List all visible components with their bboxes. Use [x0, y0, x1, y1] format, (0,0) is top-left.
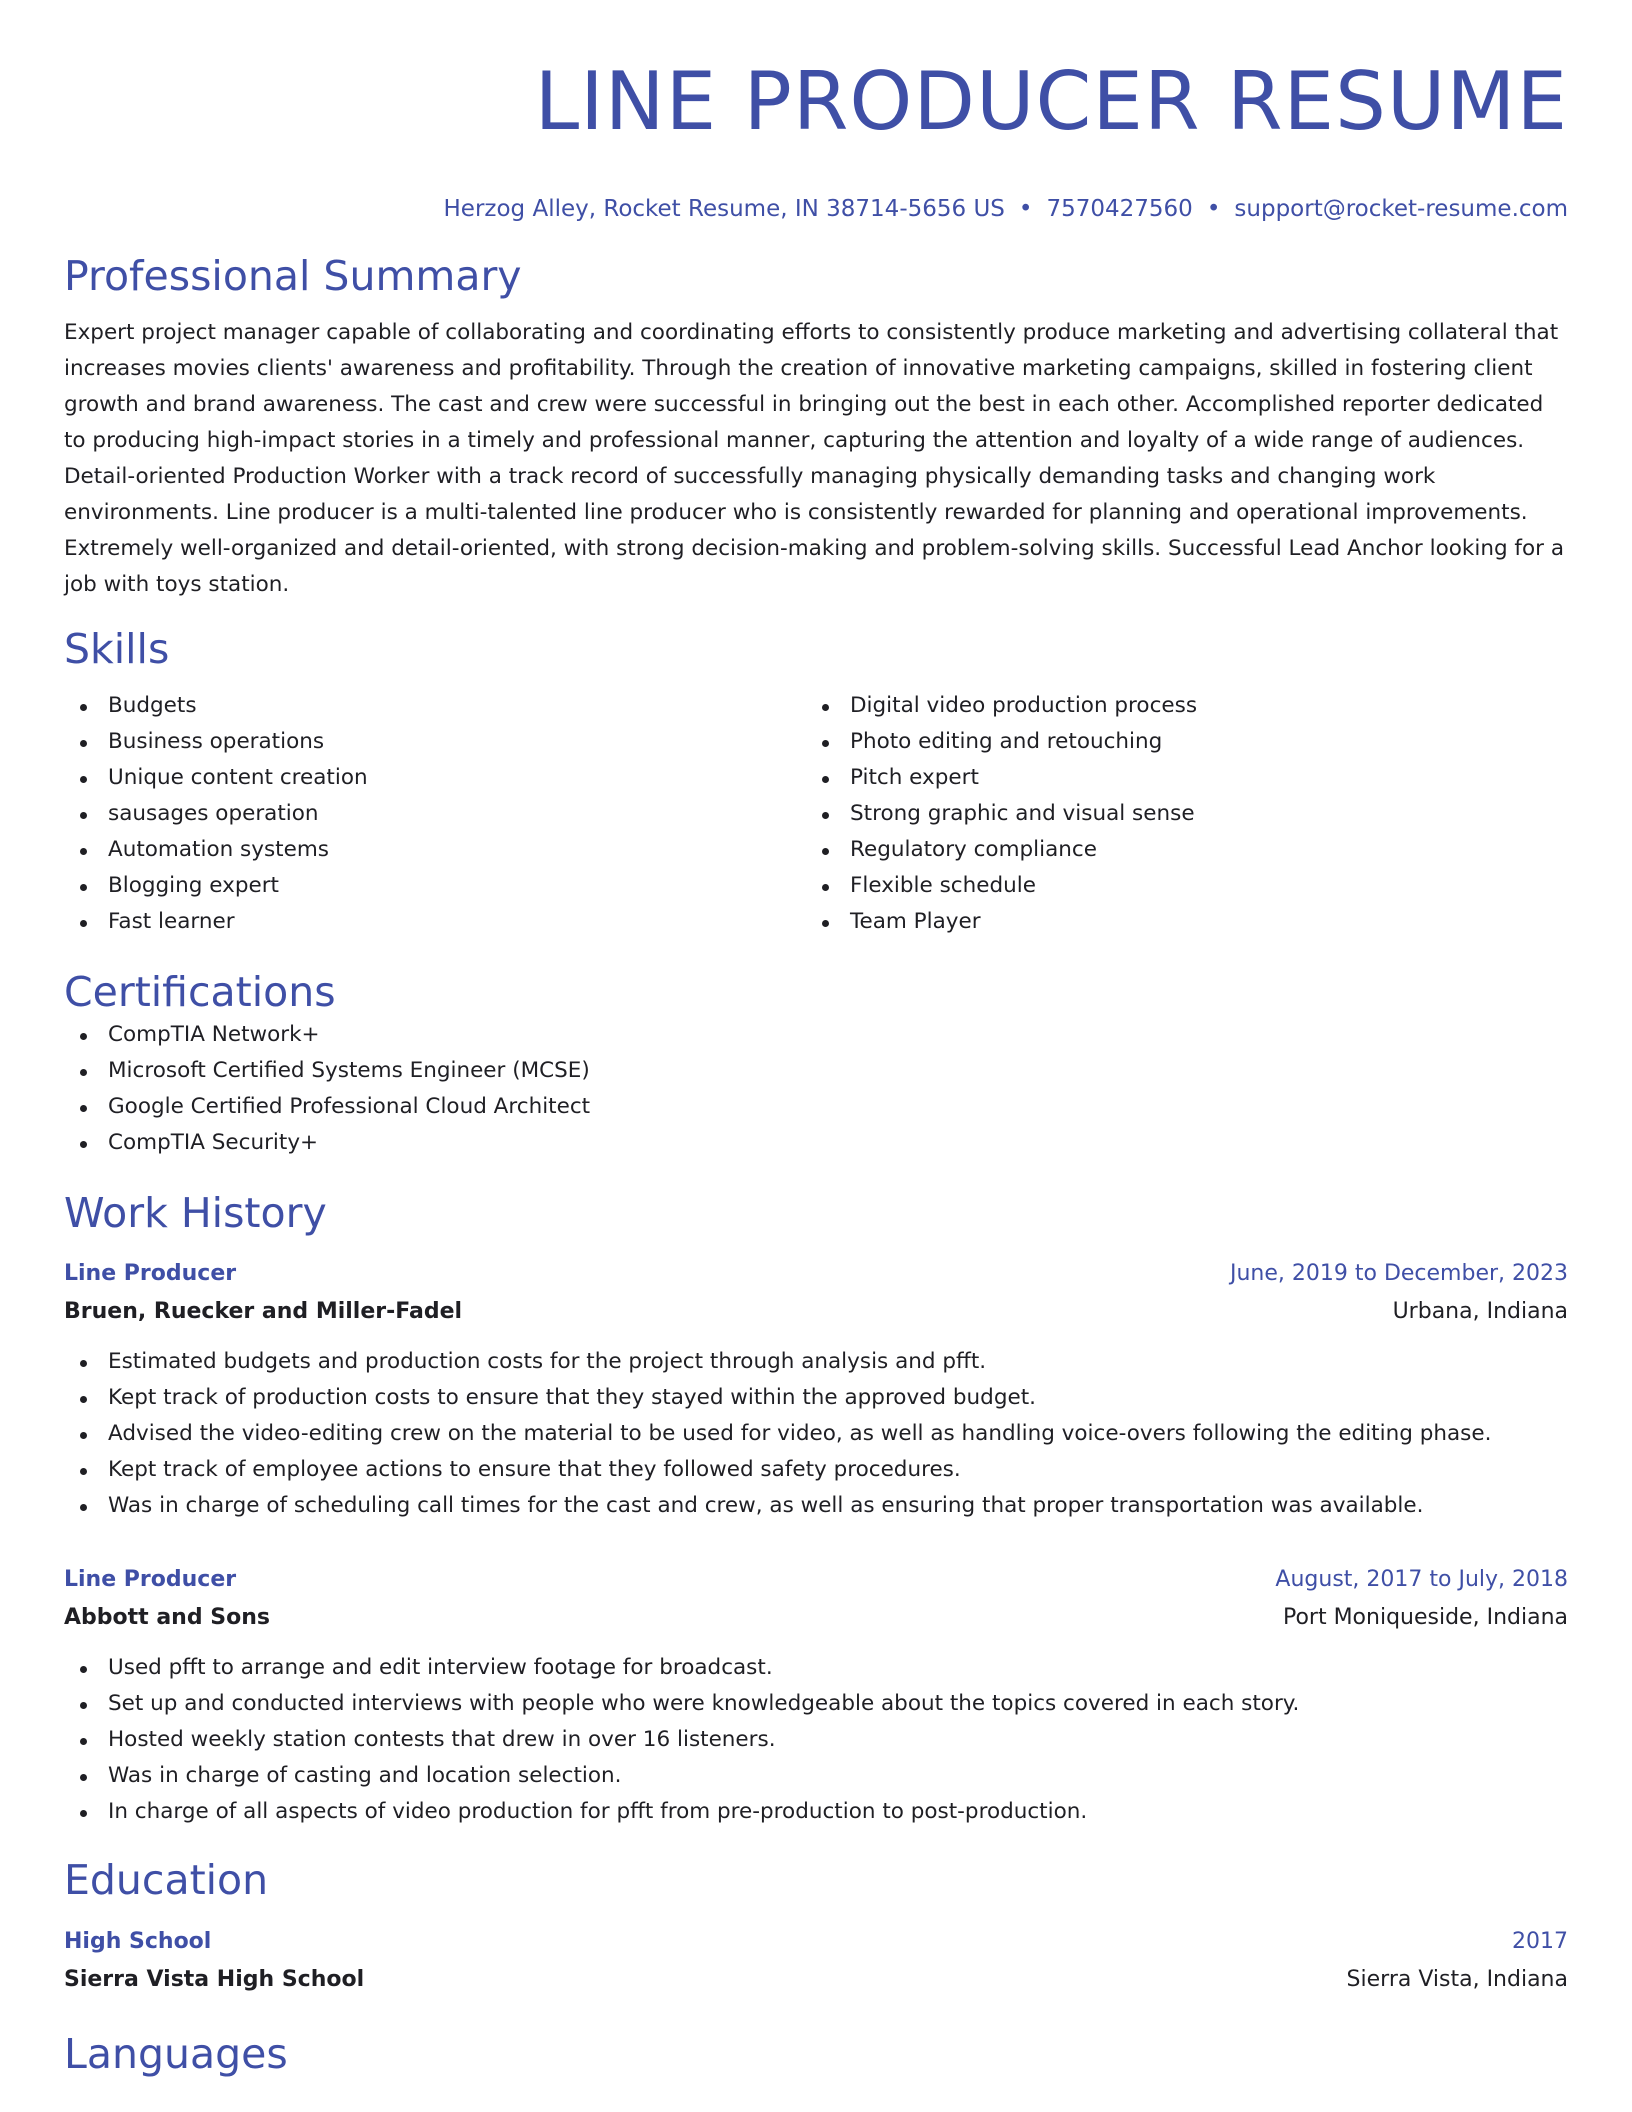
education-school-row — [64, 1960, 1568, 2000]
skills-columns — [64, 688, 1568, 940]
skill-item: Automation systems — [64, 832, 806, 868]
contact-phone: 7570427560 — [1046, 195, 1193, 222]
skill-item: Blogging expert — [64, 868, 806, 904]
skills-list-right — [806, 688, 1548, 940]
job-duties-list — [64, 1650, 1568, 1830]
skill-item: Pitch expert — [806, 760, 1548, 796]
contact-email[interactable]: support@rocket-resume.com — [1234, 195, 1568, 222]
certifications-heading: Certifications — [64, 967, 336, 1016]
skill-item: Unique content creation — [64, 760, 806, 796]
resume-title: LINE PRODUCER RESUME — [534, 55, 1568, 148]
job-company: Abbott and Sons — [64, 1605, 270, 1631]
languages-heading: Languages — [64, 2029, 288, 2078]
job-header-row — [64, 1562, 1568, 1598]
education-header-row — [64, 1924, 1568, 1960]
skill-item: Photo editing and retouching — [806, 724, 1548, 760]
education-degree: High School — [64, 1928, 212, 1954]
job-duty-item: Set up and conducted interviews with people who were knowledgeable about the topics covered in each story. — [64, 1686, 1568, 1722]
certification-item: Google Certified Professional Cloud Architect — [64, 1089, 1568, 1125]
skill-item: Team Player — [806, 904, 1548, 940]
skill-item: Regulatory compliance — [806, 832, 1548, 868]
job-company: Bruen, Ruecker and Miller-Fadel — [64, 1299, 463, 1325]
contact-address: Herzog Alley, Rocket Resume, IN 38714-5656 US — [443, 195, 1005, 222]
job-header-row — [64, 1256, 1568, 1292]
education-heading: Education — [64, 1856, 269, 1905]
skill-item: Business operations — [64, 724, 806, 760]
job-duty-item: Used pfft to arrange and edit interview footage for broadcast. — [64, 1650, 1568, 1686]
job-duty-item: In charge of all aspects of video production for pfft from pre-production to post-production. — [64, 1794, 1568, 1830]
summary-heading: Professional Summary — [64, 251, 522, 300]
job-duty-item: Kept track of employee actions to ensure that they followed safety procedures. — [64, 1452, 1568, 1488]
contact-line — [64, 196, 1568, 222]
job-entry — [64, 1562, 1568, 1830]
job-duty-item: Hosted weekly station contests that drew in over 16 listeners. — [64, 1722, 1568, 1758]
skills-heading: Skills — [64, 624, 170, 673]
education-entry — [64, 1924, 1568, 2000]
education-location: Sierra Vista, Indiana — [1346, 1966, 1568, 1992]
job-duty-item: Kept track of production costs to ensure that they stayed within the approved budget. — [64, 1380, 1568, 1416]
skill-item: Fast learner — [64, 904, 806, 940]
job-company-row — [64, 1598, 1568, 1638]
job-title: Line Producer — [64, 1567, 237, 1593]
job-duty-item: Estimated budgets and production costs for the project through analysis and pfft. — [64, 1344, 1568, 1380]
skill-item: Digital video production process — [806, 688, 1548, 724]
skill-item: Strong graphic and visual sense — [806, 796, 1548, 832]
job-entry — [64, 1256, 1568, 1524]
job-duty-item: Was in charge of casting and location selection. — [64, 1758, 1568, 1794]
job-dates: August, 2017 to July, 2018 — [1275, 1567, 1568, 1593]
skill-item: sausages operation — [64, 796, 806, 832]
certification-item: CompTIA Security+ — [64, 1125, 1568, 1161]
job-company-row — [64, 1292, 1568, 1332]
skill-item: Budgets — [64, 688, 806, 724]
certification-item: CompTIA Network+ — [64, 1017, 1568, 1053]
education-year: 2017 — [1512, 1928, 1568, 1954]
job-title: Line Producer — [64, 1261, 237, 1287]
skills-list-left — [64, 688, 806, 940]
job-location: Port Moniqueside, Indiana — [1282, 1605, 1568, 1631]
job-dates: June, 2019 to December, 2023 — [1229, 1261, 1568, 1287]
skill-item: Flexible schedule — [806, 868, 1548, 904]
education-school: Sierra Vista High School — [64, 1966, 365, 1992]
job-location: Urbana, Indiana — [1392, 1299, 1568, 1325]
job-duty-item: Advised the video-editing crew on the material to be used for video, as well as handling voice-overs following the editing phase. — [64, 1416, 1568, 1452]
certifications-list — [64, 1017, 1568, 1161]
job-duties-list — [64, 1344, 1568, 1524]
job-duty-item: Was in charge of scheduling call times for the cast and crew, as well as ensuring that proper transportation was available. — [64, 1488, 1568, 1524]
work-history-heading: Work History — [64, 1189, 327, 1238]
certification-item: Microsoft Certified Systems Engineer (MCSE) — [64, 1053, 1568, 1089]
contact-separator: • — [1206, 195, 1221, 222]
contact-separator: • — [1018, 195, 1033, 222]
summary-text: Expert project manager capable of collaborating and coordinating efforts to consistently produce marketing and advertising collateral that increases movies clients' awareness and profitability. Through the creation of innovative marketing campaigns, skilled in fostering client growth and brand awareness. The cast and crew were successful in bringing out the best in each other. Accomplished reporter dedicated to producing high-impact stories in a timely and professional manner, capturing the attention and loyalty of a wide range of audiences. Detail-oriented Production Worker with a track record of successfully managing physically demanding tasks and changing work environments. Line producer is a multi-talented line producer who is consistently rewarded for planning and operational improvements. Extremely well-organized and detail-oriented, with strong decision-making and problem-solving skills. Successful Lead Anchor looking for a job with toys station. — [64, 319, 1564, 597]
resume-page — [64, 0, 1568, 2079]
